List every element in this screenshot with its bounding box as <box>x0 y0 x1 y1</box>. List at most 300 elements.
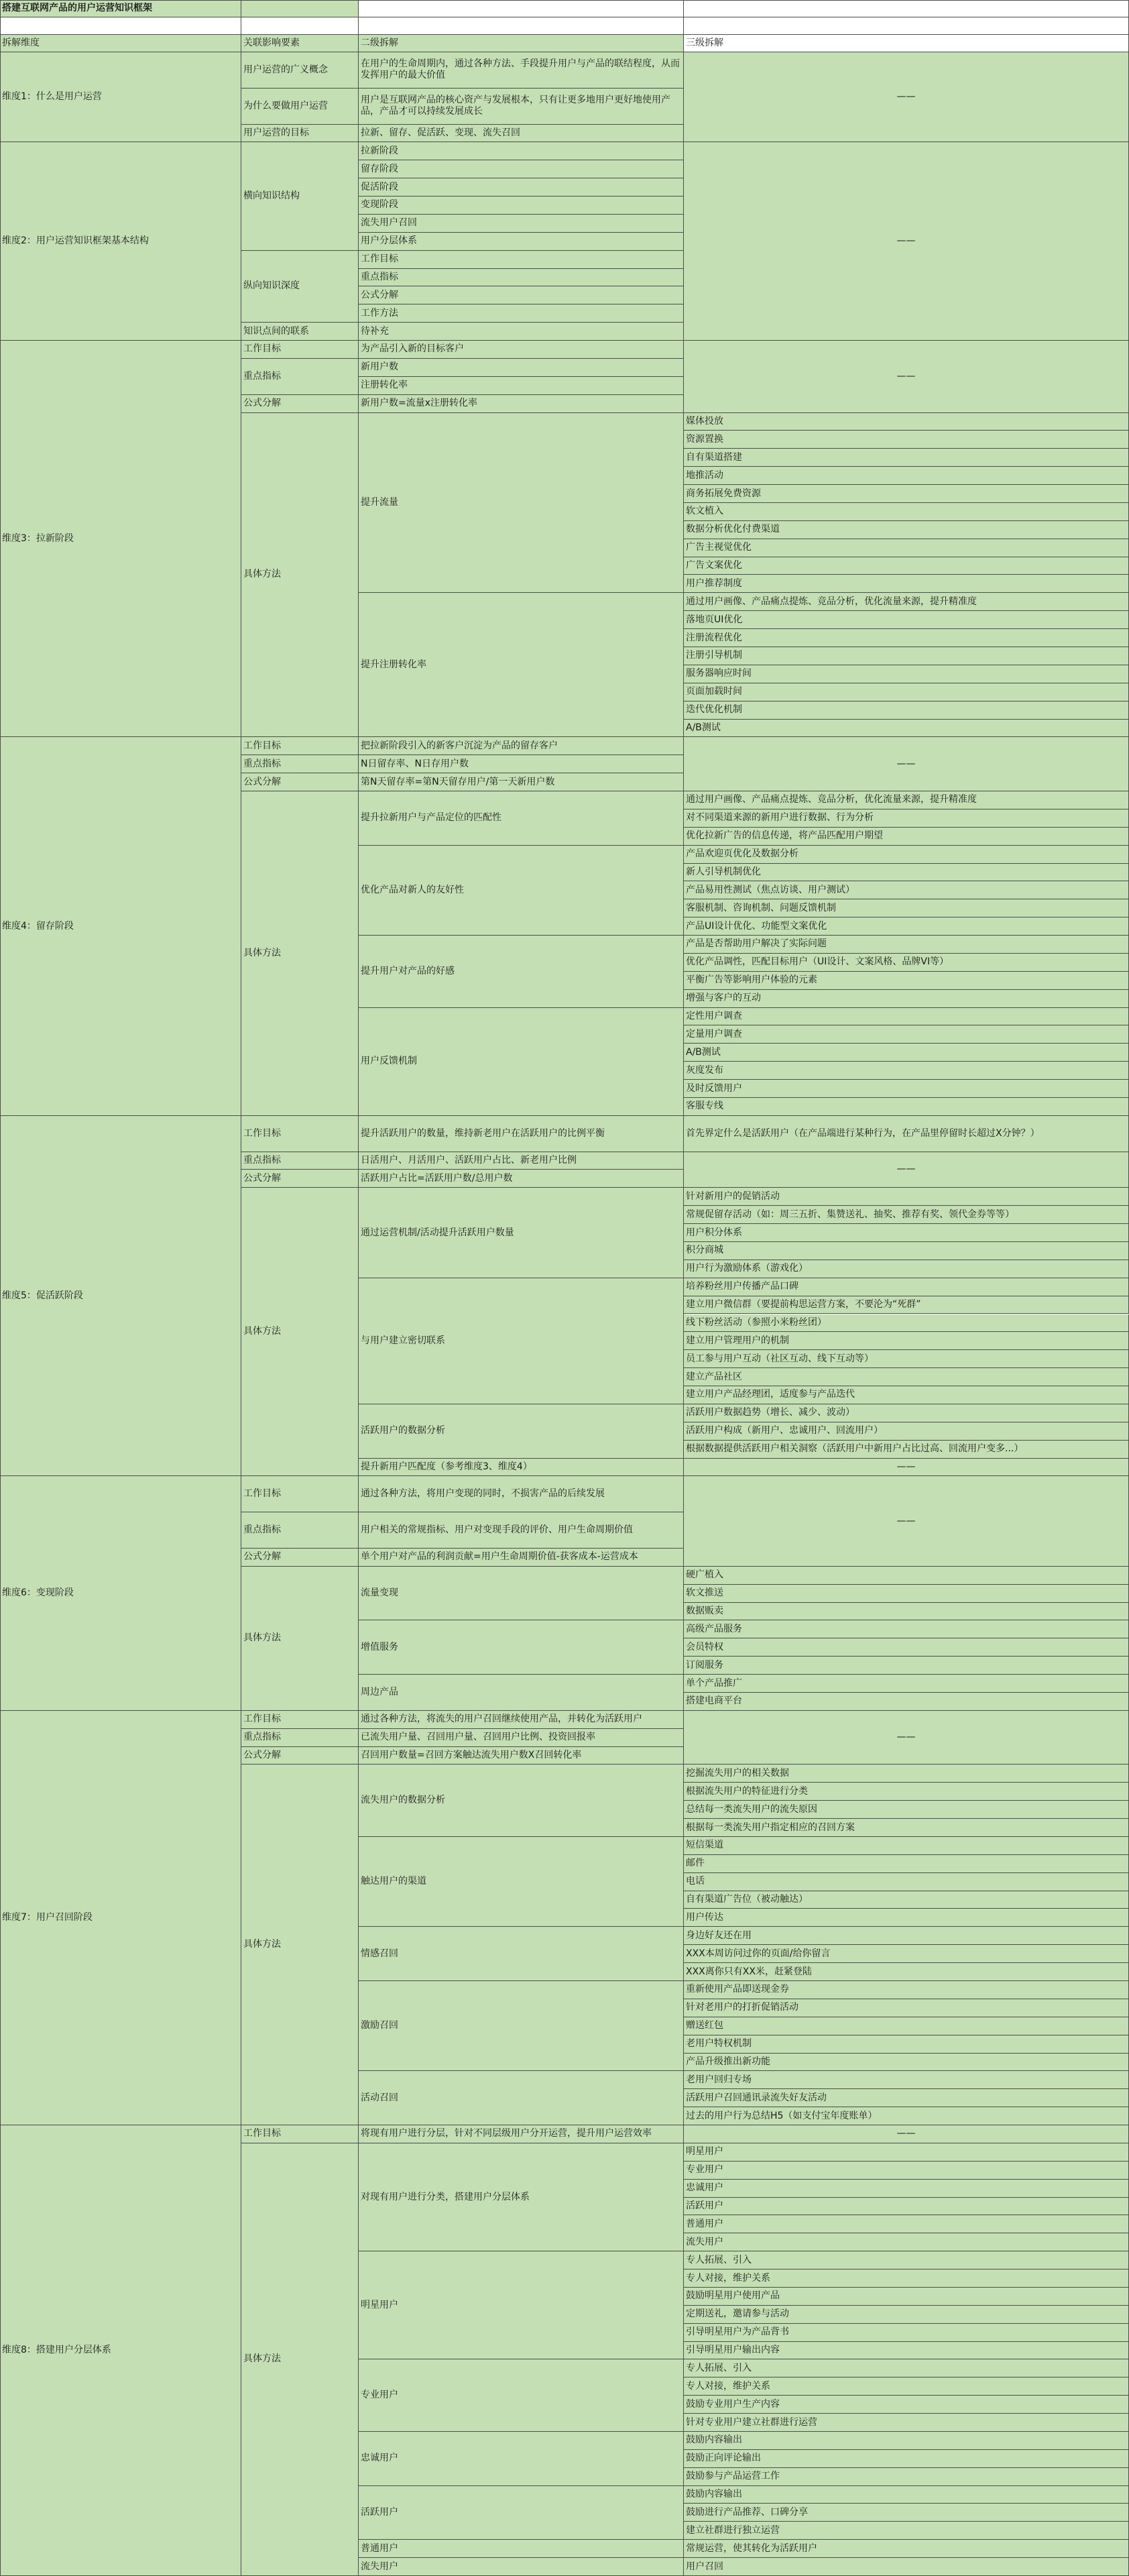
factor-cell <box>241 791 359 1116</box>
level2-item <box>359 178 684 197</box>
level2-cell-text: 召回用户数量=召回方案触达流失用户数X召回转化率 <box>361 1750 582 1761</box>
level2-cell-text: 触达用户的渠道 <box>361 1876 426 1887</box>
level3-item <box>684 936 1129 954</box>
factor-cell-text: 具体方法 <box>243 1632 281 1644</box>
level3-item-text: 地推活动 <box>686 469 723 481</box>
factor-cell-text: 重点指标 <box>243 758 281 769</box>
level3-item-text: 明星用户 <box>686 2146 723 2158</box>
level3-item-text: A/B测试 <box>686 1046 721 1058</box>
factor-cell-text: 具体方法 <box>243 1326 281 1337</box>
level3-item <box>684 1062 1129 1080</box>
level3-item <box>684 972 1129 990</box>
level2-item <box>359 304 684 323</box>
level3-item-text: 定期送礼，邀请参与活动 <box>686 2308 789 2320</box>
level3-item-text: 挖掘流失用户的相关数据 <box>686 1767 789 1779</box>
level3-item <box>684 1224 1129 1242</box>
factor-cell <box>241 1512 359 1549</box>
level3-item-text: 会员特权 <box>686 1641 723 1653</box>
factor-cell <box>241 1729 359 1747</box>
level3-item-text: 鼓励正向评论输出 <box>686 2453 761 2464</box>
level3-item-text: 引导明星用户输出内容 <box>686 2345 780 2356</box>
level3-item <box>684 1963 1129 1981</box>
level3-item <box>684 2089 1129 2107</box>
column-header-text: 三级拆解 <box>686 38 723 48</box>
dimension-cell <box>0 142 241 341</box>
level2-cell-text: 活跃用户的数据分析 <box>361 1425 445 1437</box>
level3-item-text: 广告文案优化 <box>686 560 742 571</box>
level2-cell <box>359 936 684 1008</box>
level3-item-text: 活跃用户数据趋势（增长、减少、波动） <box>686 1407 855 1418</box>
blank-row <box>684 17 1129 35</box>
dimension-cell-text: 维度6：变现阶段 <box>2 1587 74 1599</box>
factor-cell <box>241 737 359 755</box>
level2-item-text: 促活阶段 <box>361 181 398 192</box>
level3-empty <box>684 52 1129 142</box>
factor-cell <box>241 1747 359 1765</box>
level3-item-text: 定性用户调查 <box>686 1011 742 1021</box>
factor-cell-text: 工作目标 <box>243 1127 281 1139</box>
dimension-cell-text: 维度2：用户运营知识框架基本结构 <box>2 235 149 247</box>
level3-item-text: 鼓励进行产品推荐、口碑分享 <box>686 2506 808 2518</box>
factor-cell <box>241 1549 359 1567</box>
level2-item-text: 工作方法 <box>361 307 398 319</box>
factor-cell-text: 重点指标 <box>243 1155 281 1166</box>
level3-item <box>684 557 1129 575</box>
level3-item-text: 软文推送 <box>686 1587 723 1599</box>
level2-item <box>359 251 684 269</box>
level3-item <box>684 2377 1129 2396</box>
level3-item <box>684 1765 1129 1783</box>
level3-item <box>684 1206 1129 1224</box>
level2-cell <box>359 2359 684 2432</box>
column-header <box>0 35 241 52</box>
level3-item <box>684 1999 1129 2017</box>
level3-item-text: 专业用户 <box>686 2164 723 2176</box>
factor-cell <box>241 1152 359 1170</box>
level2-cell-text: 用户相关的常规指标、用户对变现手段的评价、用户生命周期价值 <box>361 1524 633 1536</box>
level2-cell-text: 用户是互联网产品的核心资产与发展根本，只有让更多地用户更好地使用产品，产品才可以持续发展成长 <box>361 95 670 117</box>
factor-cell-text: 公式分解 <box>243 776 281 787</box>
factor-cell-text: 工作目标 <box>243 343 281 355</box>
level2-cell-text: 通过各种方法，将用户变现的同时，不损害产品的后续发展 <box>361 1488 605 1500</box>
level2-cell-text: 待补充 <box>361 325 389 337</box>
level2-cell <box>359 1512 684 1549</box>
level2-cell <box>359 1008 684 1116</box>
level3-item-text: 流失用户 <box>686 2236 723 2247</box>
level3-item <box>684 2522 1129 2540</box>
level3-item <box>684 899 1129 917</box>
level2-cell-text: 提升注册转化率 <box>361 659 426 670</box>
level2-item-text: 公式分解 <box>361 289 398 300</box>
level3-item-text: 忠诚用户 <box>686 2182 723 2194</box>
level3-item-text: 数据贩卖 <box>686 1605 723 1616</box>
level2-cell-text: 通过各种方法，将流失的用户召回继续使用产品，并转化为活跃用户 <box>361 1714 642 1725</box>
level2-cell <box>359 1837 684 1927</box>
level3-item <box>684 1603 1129 1621</box>
level3-item-text: 用户召回 <box>686 2561 723 2572</box>
level3-item-text: 灰度发布 <box>686 1064 723 1076</box>
level3-item-text: 产品是否帮助用户解决了实际问题 <box>686 938 827 950</box>
level3-item-text: 建立用户产品经理团，适度参与产品迭代 <box>686 1389 855 1400</box>
factor-cell-text: 具体方法 <box>243 1939 281 1950</box>
level3-item-text: 软文植入 <box>686 506 723 517</box>
level2-cell <box>359 2143 684 2251</box>
level3-item <box>684 2288 1129 2306</box>
level2-cell-text: 情感召回 <box>361 1948 398 1959</box>
level3-item <box>684 1819 1129 1837</box>
level3-item-text: 赠送红包 <box>686 2020 723 2031</box>
level3-item-text: 电话 <box>686 1876 705 1887</box>
level3-item-text: XXX离你只有XX米，赶紧登陆 <box>686 1966 812 1977</box>
level3-item <box>684 2359 1129 2377</box>
level3-item <box>684 1278 1129 1296</box>
title-row-empty <box>684 0 1129 17</box>
level3-item <box>684 1080 1129 1098</box>
column-header <box>359 35 684 52</box>
level3-item <box>684 665 1129 683</box>
factor-cell-text: 具体方法 <box>243 2353 281 2365</box>
level2-cell <box>359 1711 684 1729</box>
factor-cell <box>241 1188 359 1476</box>
level3-item-text: 数据分析优化付费渠道 <box>686 524 780 535</box>
factor-cell-text: 公式分解 <box>243 1750 281 1761</box>
column-header <box>684 35 1129 52</box>
level3-item-text: 线下粉丝活动（参照小米粉丝团） <box>686 1317 827 1328</box>
dimension-cell-text: 维度3：拉新阶段 <box>2 533 74 544</box>
level2-item-text: 工作目标 <box>361 254 398 265</box>
level3-item <box>684 611 1129 629</box>
column-header-text: 拆解维度 <box>2 38 40 48</box>
level3-empty <box>684 1476 1129 1566</box>
level2-cell <box>359 2071 684 2125</box>
level2-cell <box>359 125 684 143</box>
factor-cell-text: 公式分解 <box>243 398 281 409</box>
level3-item <box>684 1188 1129 1206</box>
level3-item <box>684 1873 1129 1891</box>
factor-cell <box>241 395 359 413</box>
level2-cell <box>359 1404 684 1459</box>
level3-item-text: 专人对接，维护关系 <box>686 2272 770 2284</box>
factor-cell <box>241 1170 359 1188</box>
level3-item-text: 客服机制、咨询机制、问题反馈机制 <box>686 902 836 913</box>
level3-item-text: 产品欢迎页优化及数据分析 <box>686 848 798 860</box>
level3-item <box>684 1441 1129 1459</box>
dimension-cell <box>0 1711 241 2125</box>
level2-cell <box>359 1152 684 1170</box>
column-header-text: 关联影响要素 <box>243 38 300 48</box>
level3-item <box>684 2468 1129 2486</box>
factor-cell <box>241 2143 359 2576</box>
level3-item <box>684 1044 1129 1062</box>
level3-item <box>684 2414 1129 2432</box>
level2-cell-text: N日留存率、N日存用户数 <box>361 758 469 769</box>
level2-cell-text: 活动召回 <box>361 2092 398 2103</box>
level3-item-text: 用户行为激励体系（游戏化） <box>686 1263 808 1274</box>
level2-cell-text: 流失用户 <box>361 2561 398 2572</box>
factor-cell <box>241 323 359 341</box>
level3-item-text: 建立社群进行独立运营 <box>686 2524 780 2536</box>
blank-row <box>0 17 241 35</box>
level3-item-text: 重新使用产品即送现金券 <box>686 1984 789 1995</box>
level3-empty <box>684 737 1129 791</box>
level3-item <box>684 647 1129 665</box>
level3-item-text: 针对专业用户建立社群进行运营 <box>686 2416 817 2428</box>
level3-item <box>684 1693 1129 1711</box>
level3-item-text: 高级产品服务 <box>686 1623 742 1634</box>
level3-item-text: 普通用户 <box>686 2218 723 2229</box>
factor-cell <box>241 341 359 359</box>
level3-item-text: 引导明星用户为产品背书 <box>686 2327 789 2338</box>
level2-cell-text: 提升拉新用户与产品定位的匹配性 <box>361 812 501 824</box>
level3-item <box>684 575 1129 593</box>
level3-item-text: 老用户特权机制 <box>686 2038 752 2050</box>
factor-cell-text: 公式分解 <box>243 1172 281 1184</box>
level3-item-text: 鼓励内容输出 <box>686 2489 742 2500</box>
level3-item-text: 媒体投放 <box>686 416 723 427</box>
level3-item <box>684 1404 1129 1422</box>
level3-item <box>684 1260 1129 1278</box>
level3-item-text: 根据流失用户的特征进行分类 <box>686 1785 808 1797</box>
level3-item <box>684 413 1129 431</box>
level3-item <box>684 2215 1129 2233</box>
level3-item-text: 针对老用户的打折促销活动 <box>686 2002 798 2013</box>
level3-item <box>684 1981 1129 1999</box>
level2-cell <box>359 1620 684 1675</box>
level3-item <box>684 702 1129 720</box>
level3-item-text: 鼓励参与产品运营工作 <box>686 2471 780 2482</box>
level3-empty <box>684 1459 1129 1477</box>
level2-cell-text: 周边产品 <box>361 1686 398 1697</box>
level3-item-text: 常规运营，使其转化为活跃用户 <box>686 2542 817 2554</box>
dimension-cell-text: 维度1：什么是用户运营 <box>2 91 102 103</box>
level2-cell-text: 流量变现 <box>361 1587 398 1599</box>
level3-item-text: 广告主视觉优化 <box>686 542 752 553</box>
level2-item-text: 留存阶段 <box>361 163 398 174</box>
level2-cell-text: 流失用户的数据分析 <box>361 1795 445 1806</box>
level3-item-text: 通过用户画像、产品痛点提炼、竞品分析，优化流量来源，提升精准度 <box>686 596 977 607</box>
level2-item-text: 用户分层体系 <box>361 235 417 247</box>
level3-empty <box>684 2125 1129 2143</box>
level3-item <box>684 828 1129 846</box>
level2-item <box>359 377 684 395</box>
level3-item <box>684 629 1129 647</box>
level3-item <box>684 846 1129 864</box>
level3-item <box>684 990 1129 1008</box>
level3-empty-text: —— <box>896 1732 916 1743</box>
level3-cell-text: 首先界定什么是活跃用户（在产品端进行某种行为，在产品里停留时长超过X分钟？） <box>686 1127 1040 1139</box>
factor-cell <box>241 142 359 250</box>
factor-cell <box>241 359 359 395</box>
dimension-cell <box>0 1116 241 1477</box>
level3-item <box>684 431 1129 449</box>
level2-item-text: 新用户数 <box>361 361 398 373</box>
level3-item-text: 过去的用户行为总结H5（如支付宝年度账单） <box>686 2110 878 2121</box>
level2-cell-text: 与用户建立密切联系 <box>361 1335 445 1346</box>
level3-item <box>684 2396 1129 2414</box>
level3-item <box>684 2450 1129 2468</box>
level3-item <box>684 485 1129 503</box>
level3-item <box>684 881 1129 899</box>
level2-cell <box>359 2540 684 2558</box>
level3-item <box>684 1422 1129 1441</box>
level3-cell <box>684 1116 1129 1152</box>
level2-cell <box>359 395 684 413</box>
factor-cell-text: 工作目标 <box>243 740 281 751</box>
level2-cell <box>359 1567 684 1621</box>
level3-item <box>684 1314 1129 1333</box>
level3-empty-text: —— <box>896 2128 916 2139</box>
level3-item-text: 员工参与用户互动（社区互动、线下互动等） <box>686 1353 874 1364</box>
factor-cell <box>241 52 359 89</box>
level2-cell <box>359 737 684 755</box>
level3-item <box>684 1025 1129 1044</box>
level3-item-text: 鼓励专业用户生产内容 <box>686 2398 780 2410</box>
level3-item-text: 通过用户画像、产品痛点提炼、竞品分析，优化流量来源，提升精准度 <box>686 794 977 805</box>
dimension-cell <box>0 52 241 142</box>
factor-cell <box>241 755 359 773</box>
level3-item-text: 自有渠道搭建 <box>686 451 742 463</box>
dimension-cell-text: 维度8：搭建用户分层体系 <box>2 2345 111 2355</box>
factor-cell-text: 重点指标 <box>243 370 281 382</box>
factor-cell <box>241 2125 359 2143</box>
level3-item-text: 建立用户管理用户的机制 <box>686 1335 789 1346</box>
factor-cell <box>241 413 359 738</box>
level2-cell-text: 拉新、留存、促活跃、变现、流失召回 <box>361 127 520 138</box>
level2-cell <box>359 791 684 846</box>
level3-empty <box>684 142 1129 341</box>
level3-item-text: 建立产品社区 <box>686 1371 742 1382</box>
level2-item <box>359 269 684 287</box>
level3-item <box>684 2017 1129 2035</box>
level3-item-text: 总结每一类流失用户的流失原因 <box>686 1803 817 1815</box>
level2-item <box>359 215 684 233</box>
level3-empty-text: —— <box>896 235 916 247</box>
level2-cell-text: 在用户的生命周期内，通过各种方法、手段提升用户与产品的联结程度，从而发挥用户的最大价值 <box>361 58 680 81</box>
level2-cell-text: 为产品引入新的目标客户 <box>361 343 464 355</box>
level3-item-text: 注册流程优化 <box>686 632 742 643</box>
level3-item <box>684 2270 1129 2288</box>
level2-cell <box>359 755 684 773</box>
level3-empty-text: —— <box>896 1515 916 1526</box>
level3-item-text: XXX本周访问过你的页面/给你留言 <box>686 1948 831 1959</box>
level3-item <box>684 2035 1129 2054</box>
dimension-cell <box>0 737 241 1115</box>
level2-cell <box>359 89 684 125</box>
level3-item-text: 根据每一类流失用户指定相应的召回方案 <box>686 1822 855 1833</box>
factor-cell <box>241 773 359 791</box>
factor-cell-text: 具体方法 <box>243 947 281 958</box>
factor-cell-text: 为什么要做用户运营 <box>243 100 328 111</box>
level3-item-text: 针对新用户的促销活动 <box>686 1190 780 1202</box>
level2-cell <box>359 1765 684 1837</box>
factor-cell-text: 知识点间的联系 <box>243 325 309 337</box>
factor-cell <box>241 125 359 143</box>
level2-cell <box>359 1675 684 1711</box>
level3-item <box>684 1585 1129 1603</box>
level2-cell-text: 活跃用户 <box>361 2506 398 2518</box>
level3-item <box>684 521 1129 539</box>
level3-item <box>684 1008 1129 1026</box>
level2-cell-text: 已流失用户量、召回用户量、召回用户比例、投资回报率 <box>361 1732 595 1743</box>
level3-item-text: 搭建电商平台 <box>686 1695 742 1707</box>
level3-empty-text: —— <box>896 1164 916 1175</box>
level2-cell-text: 专业用户 <box>361 2390 398 2401</box>
level3-item <box>684 1242 1129 1260</box>
factor-cell-text: 重点指标 <box>243 1732 281 1743</box>
level2-cell-text: 活跃用户占比=活跃用户数/总用户数 <box>361 1172 513 1184</box>
factor-cell <box>241 1567 359 1711</box>
factor-cell <box>241 251 359 323</box>
level2-cell-text: 提升用户对产品的好感 <box>361 965 455 976</box>
level2-cell-text: 增值服务 <box>361 1641 398 1653</box>
level3-item <box>684 2342 1129 2360</box>
level2-cell <box>359 2432 684 2486</box>
level3-item <box>684 2198 1129 2216</box>
level2-cell-text: 明星用户 <box>361 2299 398 2310</box>
level3-item <box>684 449 1129 467</box>
level3-item-text: 注册引导机制 <box>686 650 742 661</box>
dimension-cell-text: 维度5：促活跃阶段 <box>2 1290 83 1301</box>
level3-item-text: 产品升级推出新功能 <box>686 2056 770 2067</box>
level3-item-text: 建立用户微信群（要提前构思运营方案，不要沦为“死群” <box>686 1299 921 1310</box>
level2-cell-text: 用户反馈机制 <box>361 1056 417 1067</box>
level3-item <box>684 2054 1129 2072</box>
level3-item-text: 单个产品推广 <box>686 1677 742 1689</box>
column-header-text: 二级拆解 <box>361 38 398 48</box>
level3-item <box>684 2306 1129 2324</box>
level3-item <box>684 1657 1129 1675</box>
level3-item-text: 用户推荐制度 <box>686 577 742 589</box>
level3-item-text: 活跃用户召回通讯录流失好友活动 <box>686 2092 827 2103</box>
level3-item <box>684 467 1129 485</box>
level3-item <box>684 954 1129 972</box>
level2-cell <box>359 413 684 594</box>
factor-cell-text: 公式分解 <box>243 1551 281 1563</box>
level2-cell-text: 通过运营机制/活动提升活跃用户数量 <box>361 1227 514 1238</box>
level3-item <box>684 2233 1129 2251</box>
blank-row <box>241 17 359 35</box>
level2-cell <box>359 1188 684 1278</box>
level3-item <box>684 1368 1129 1386</box>
level3-item <box>684 809 1129 828</box>
level2-item <box>359 233 684 251</box>
level3-item-text: 短信渠道 <box>686 1840 723 1851</box>
level3-item-text: 新人引导机制优化 <box>686 866 761 877</box>
level2-cell-text: 普通用户 <box>361 2542 398 2554</box>
level2-cell <box>359 846 684 936</box>
factor-cell <box>241 1476 359 1512</box>
level3-item <box>684 1891 1129 1909</box>
dimension-cell <box>0 1476 241 1710</box>
level3-item-text: 专人拓展、引入 <box>686 2362 752 2373</box>
level3-item-text: 老用户回归专场 <box>686 2074 752 2085</box>
level3-item-text: 落地页UI优化 <box>686 614 743 625</box>
blank-row <box>359 17 684 35</box>
level2-cell <box>359 2558 684 2576</box>
level3-item <box>684 1332 1129 1350</box>
level2-cell-text: 激励召回 <box>361 2020 398 2031</box>
level2-cell <box>359 341 684 359</box>
level3-item <box>684 791 1129 809</box>
level2-cell <box>359 1549 684 1567</box>
level2-cell-text: 提升活跃用户的数量，维持新老用户在活跃用户的比例平衡 <box>361 1127 605 1139</box>
level2-cell-text: 提升新用户匹配度（参考维度3、维度4） <box>361 1461 532 1472</box>
level3-item <box>684 917 1129 936</box>
level3-item <box>684 1638 1129 1657</box>
level2-cell <box>359 2125 684 2143</box>
level2-cell-text: 忠诚用户 <box>361 2453 398 2464</box>
level3-empty-text: —— <box>896 91 916 103</box>
